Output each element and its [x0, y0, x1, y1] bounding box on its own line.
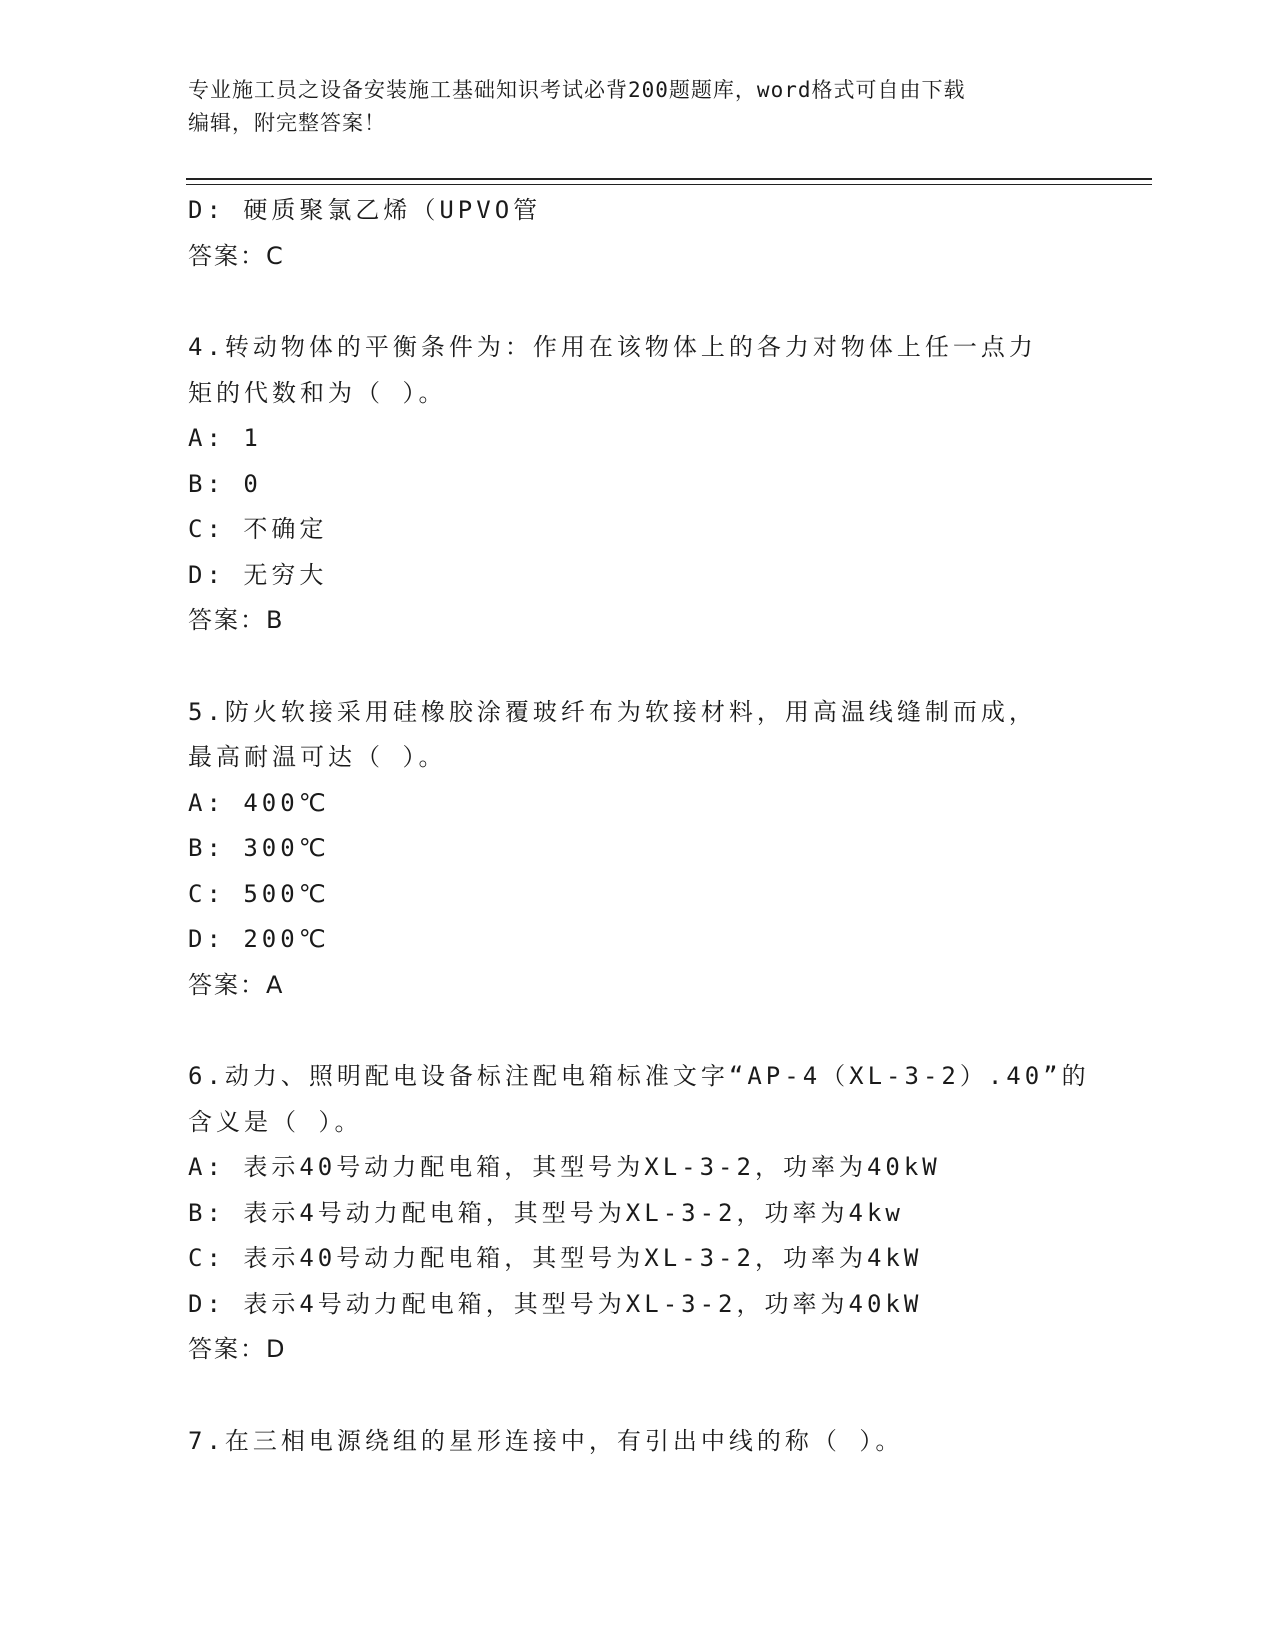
header-divider — [186, 178, 1152, 185]
q6-option-d: D: 表示4号动力配电箱，其型号为XL-3-2，功率为40kW — [188, 1289, 923, 1318]
q4-answer: 答案：B — [188, 606, 285, 634]
q4-stem-line2: 矩的代数和为（ ）。 — [188, 378, 447, 407]
question-spacer — [188, 644, 1088, 690]
q3-answer: 答案：C — [188, 241, 285, 270]
q7-stem-line1: 7.在三相电源绕组的星形连接中，有引出中线的称（ ）。 — [188, 1426, 904, 1455]
q6-stem-line2: 含义是（ ）。 — [188, 1107, 363, 1136]
q4-option-a: A: 1 — [188, 424, 262, 452]
q4-option-d: D: 无穷大 — [188, 560, 328, 589]
q4-option-c: C: 不确定 — [188, 515, 328, 543]
question-7 — [188, 1419, 1088, 1465]
q6-stem-line1: 6.动力、照明配电设备标注配电箱标准文字“AP-4（XL-3-2）.40”的 — [188, 1062, 1090, 1090]
page-header — [188, 74, 1068, 140]
header-title-line1: 专业施工员之设备安装施工基础知识考试必背200题题库，word格式可自由下载 — [188, 78, 966, 102]
q5-answer: 答案：A — [188, 970, 285, 999]
q4-stem-line1: 4.转动物体的平衡条件为：作用在该物体上的各力对物体上任一点力 — [188, 333, 1037, 361]
q5-option-d: D: 200℃ — [188, 925, 330, 953]
question-4 — [188, 325, 1088, 644]
q3-option-d: D: 硬质聚氯乙烯（UPVO管 — [188, 196, 542, 224]
q5-stem-line2: 最高耐温可达（ ）。 — [188, 743, 447, 771]
q5-option-c: C: 500℃ — [188, 879, 330, 908]
question-spacer — [188, 1008, 1088, 1054]
question-6 — [188, 1054, 1088, 1373]
q5-stem-line1: 5.防火软接采用硅橡胶涂覆玻纤布为软接材料，用高温线缝制而成， — [188, 697, 1037, 726]
q6-option-a: A: 表示40号动力配电箱，其型号为XL-3-2，功率为40kW — [188, 1153, 941, 1181]
q6-answer: 答案：D — [188, 1335, 287, 1363]
q4-option-b: B: 0 — [188, 469, 262, 498]
q6-option-b: B: 表示4号动力配电箱，其型号为XL-3-2，功率为4kw — [188, 1198, 904, 1227]
document-body — [188, 188, 1088, 1464]
question-5 — [188, 690, 1088, 1009]
question-spacer — [188, 1373, 1088, 1419]
header-title-line2: 编辑，附完整答案！ — [188, 111, 386, 135]
q6-option-c: C: 表示40号动力配电箱，其型号为XL-3-2，功率为4kW — [188, 1244, 923, 1272]
q5-option-a: A: 400℃ — [188, 788, 330, 817]
q5-option-b: B: 300℃ — [188, 834, 330, 862]
question-spacer — [188, 279, 1088, 325]
